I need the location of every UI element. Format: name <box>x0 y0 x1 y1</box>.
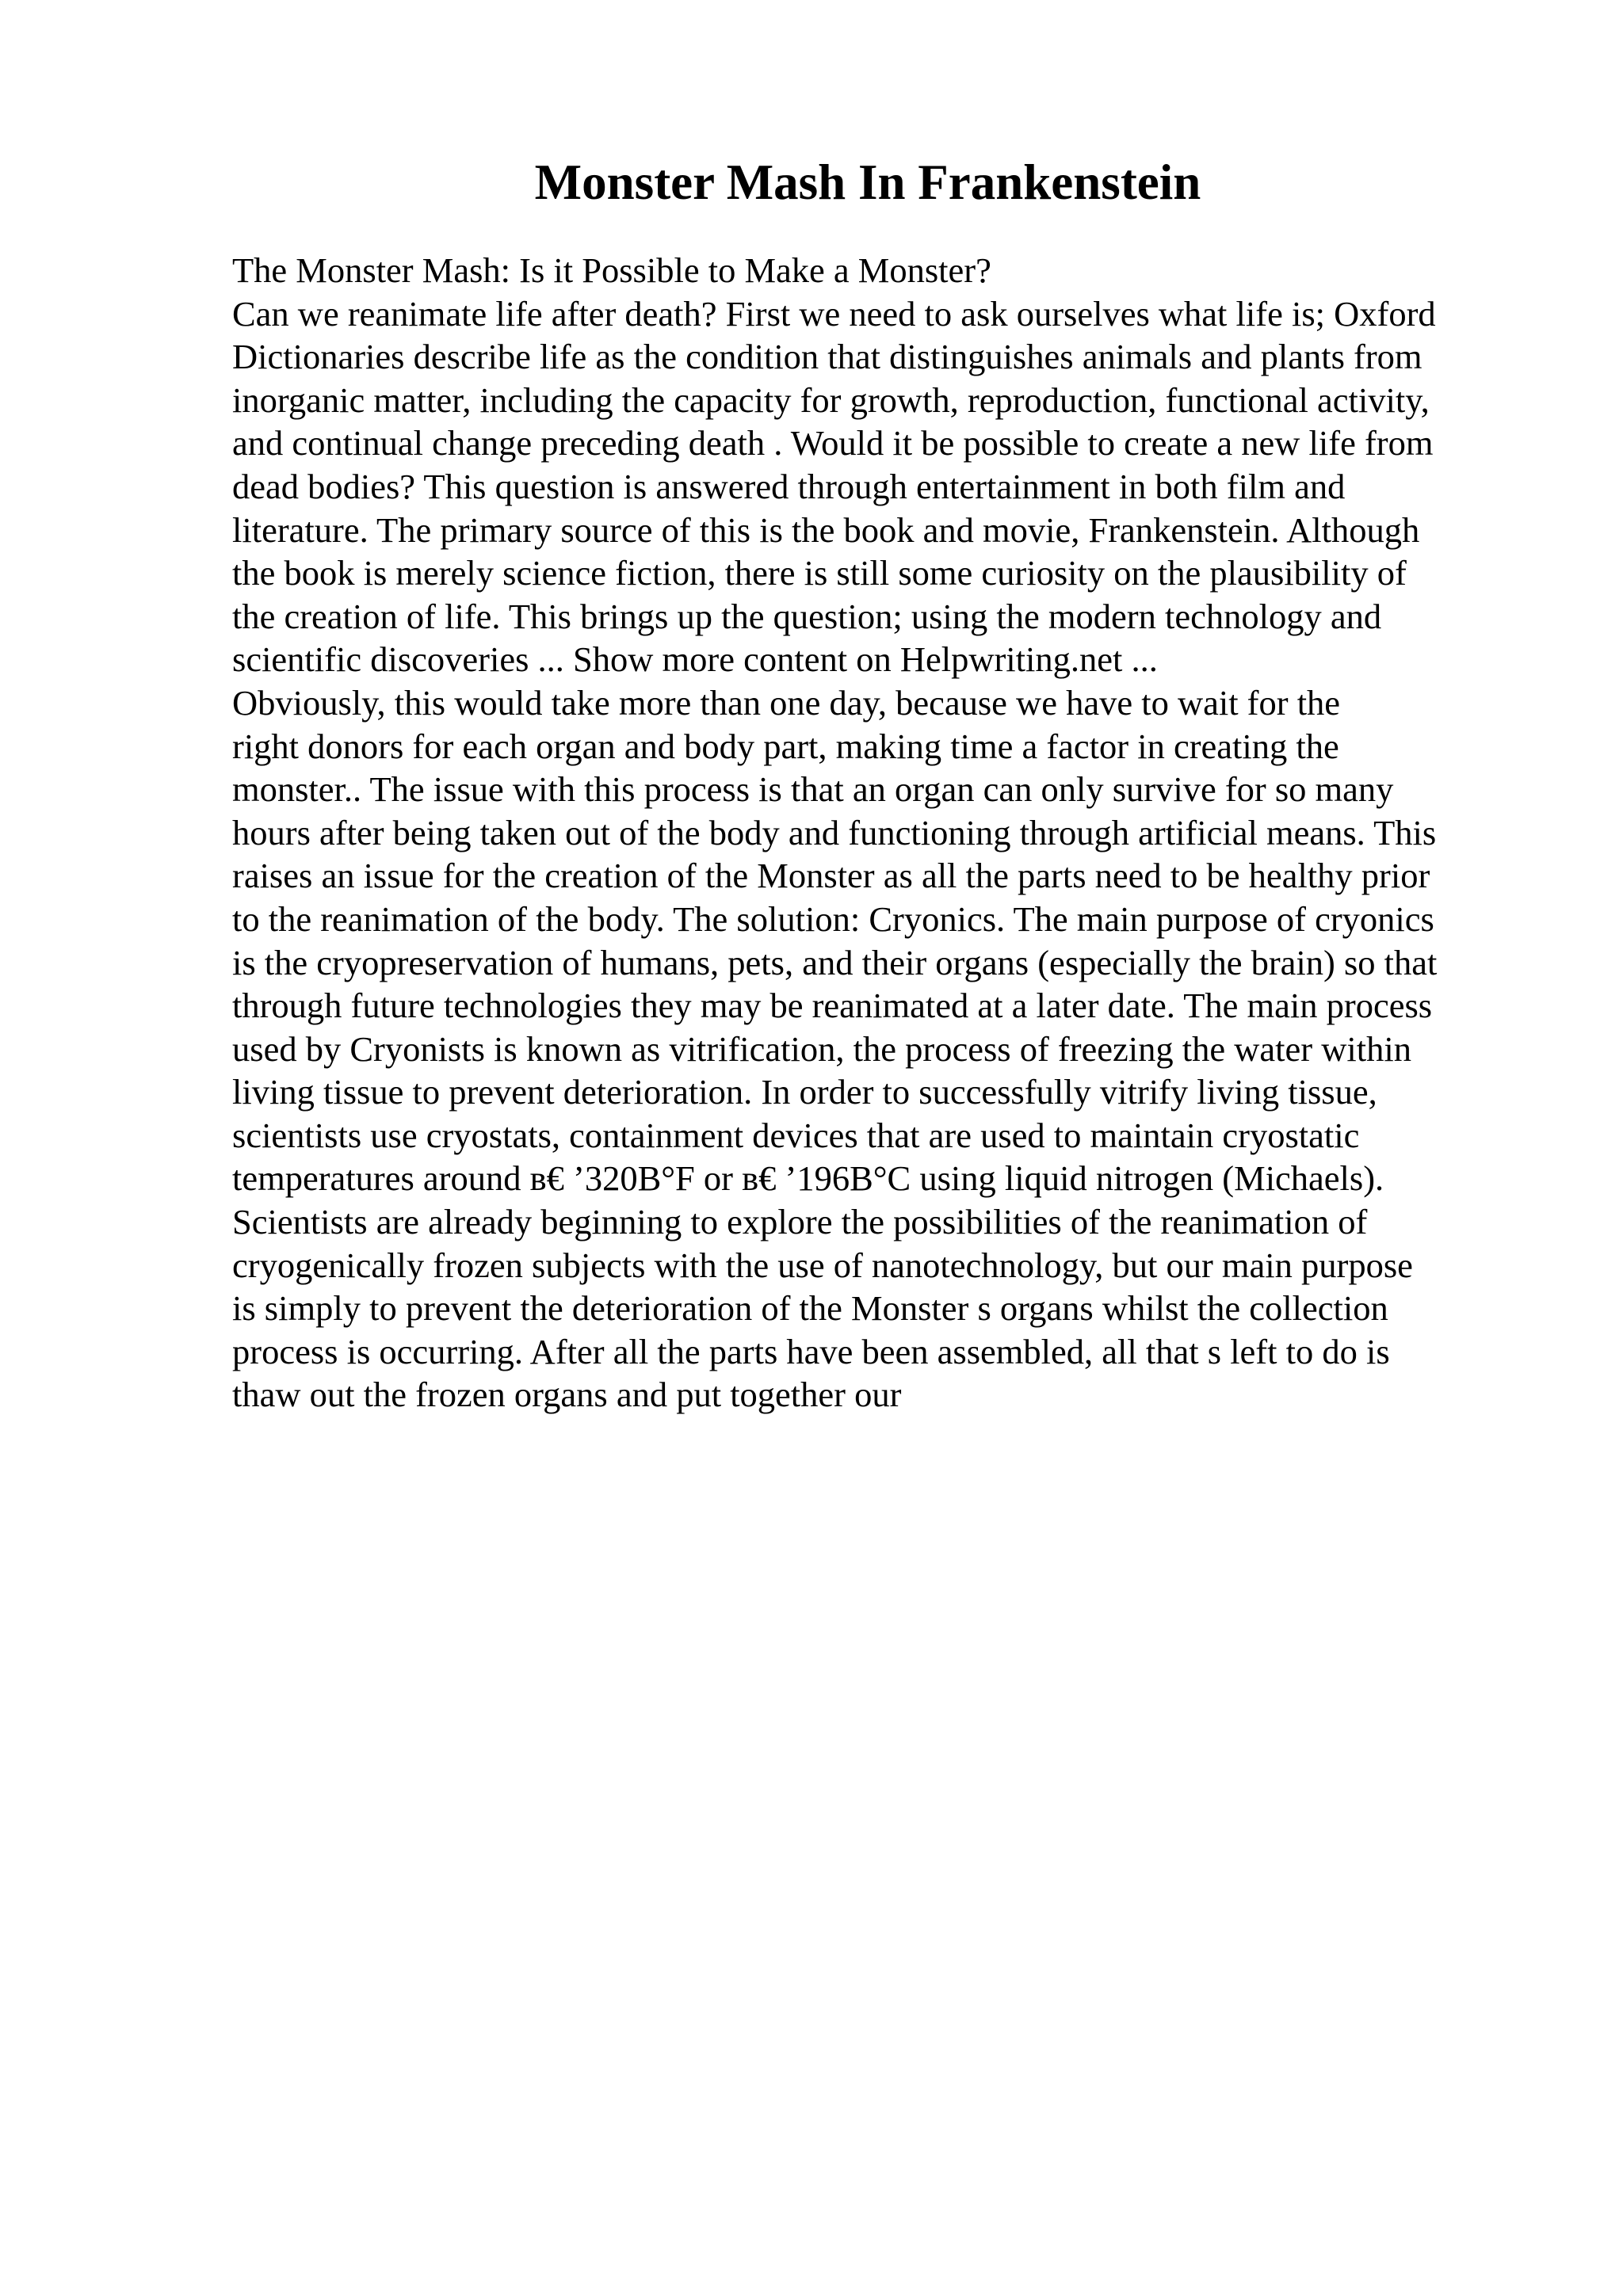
text-line: The Monster Mash: Is it Possible to Make a Monster? <box>232 250 991 290</box>
text-line: is the cryopreservation of humans, pets, and their organs (especially the brain) so that <box>232 942 1438 982</box>
text-line: is simply to prevent the deterioration of the Monster s organs whilst the collection <box>232 1288 1388 1329</box>
text-line: living tissue to prevent deterioration. In order to successfully vitrify living tissue, <box>232 1072 1377 1112</box>
text-line: scientists use cryostats, containment devices that are used to maintain cryostatic <box>232 1115 1360 1155</box>
text-line: to the reanimation of the body. The solution: Cryonics. The main purpose of cryonics <box>232 898 1434 939</box>
text-line: and continual change preceding death . Would it be possible to create a new life from <box>232 423 1434 463</box>
text-line: process is occurring. After all the parts have been assembled, all that s left to do is <box>232 1331 1390 1371</box>
text-line: monster.. The issue with this process is that an organ can only survive for so many <box>232 769 1394 810</box>
text-line: literature. The primary source of this is the book and movie, Frankenstein. Although <box>232 509 1420 550</box>
text-line: scientific discoveries ... Show more content on Helpwriting.net ... <box>232 639 1158 680</box>
text-line: cryogenically frozen subjects with the use of nanotechnology, but our main purpose <box>232 1245 1413 1285</box>
text-line: Obviously, this would take more than one day, because we have to wait for the <box>232 682 1341 723</box>
text-line: Dictionaries describe life as the condition that distinguishes animals and plants from <box>232 337 1423 377</box>
text-line: the creation of life. This brings up the question; using the modern technology and <box>232 596 1382 636</box>
text-line: raises an issue for the creation of the Monster as all the parts need to be healthy prior <box>232 856 1430 896</box>
text-line: Scientists are already beginning to explore the possibilities of the reanimation of <box>232 1202 1368 1242</box>
text-line: right donors for each organ and body part, making time a factor in creating the <box>232 726 1339 766</box>
document-title: Monster Mash In Frankenstein <box>534 154 1201 210</box>
text-line: used by Cryonists is known as vitrification, the process of freezing the water within <box>232 1028 1411 1069</box>
text-line: dead bodies? This question is answered through entertainment in both film and <box>232 466 1346 506</box>
text-line: through future technologies they may be reanimated at a later date. The main process <box>232 986 1433 1026</box>
text-line: thaw out the frozen organs and put together our <box>232 1375 902 1415</box>
text-line: the book is merely science fiction, there is still some curiosity on the plausibility of <box>232 553 1407 593</box>
text-line: temperatures around в€ ’320В°F or в€ ’196В°C using liquid nitrogen (Michaels). <box>232 1158 1384 1199</box>
text-line: inorganic matter, including the capacity for growth, reproduction, functional activity, <box>232 379 1430 420</box>
text-line: Can we reanimate life after death? First we need to ask ourselves what life is; Oxford <box>232 293 1436 334</box>
text-line: hours after being taken out of the body and functioning through artificial means. This <box>232 812 1437 852</box>
document-body <box>232 249 1579 1417</box>
